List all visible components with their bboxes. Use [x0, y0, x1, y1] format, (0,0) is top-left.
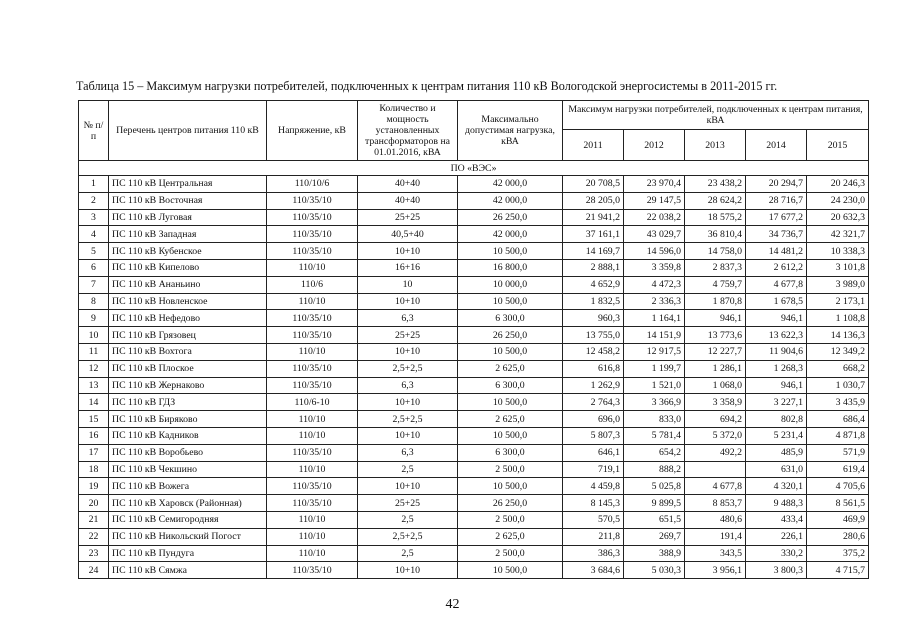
max-allowed-cell: 42 000,0	[458, 226, 563, 243]
max-allowed-cell: 10 500,0	[458, 394, 563, 411]
year-2014-cell: 11 904,6	[746, 343, 807, 360]
year-2012-cell: 22 038,2	[624, 209, 685, 226]
year-2013-cell: 1 286,1	[685, 360, 746, 377]
voltage-cell: 110/35/10	[267, 444, 358, 461]
table-row	[79, 377, 869, 394]
row-number-cell: 8	[79, 293, 109, 310]
year-2014-cell: 20 294,7	[746, 176, 807, 193]
max-allowed-cell: 10 500,0	[458, 478, 563, 495]
transformers-cell: 6,3	[358, 444, 458, 461]
year-2012-cell: 651,5	[624, 511, 685, 528]
year-2014-cell: 28 716,7	[746, 192, 807, 209]
row-number-cell: 14	[79, 394, 109, 411]
year-2011-cell: 719,1	[563, 461, 624, 478]
row-number-cell: 4	[79, 226, 109, 243]
year-2013-cell: 36 810,4	[685, 226, 746, 243]
substation-name-cell: ПС 110 кВ Харовск (Районная)	[109, 495, 267, 512]
substation-name-cell: ПС 110 кВ Нефедово	[109, 310, 267, 327]
substation-name-cell: ПС 110 кВ Плоское	[109, 360, 267, 377]
voltage-cell: 110/10	[267, 259, 358, 276]
transformers-cell: 10+10	[358, 478, 458, 495]
substation-name-cell: ПС 110 кВ Семигородняя	[109, 511, 267, 528]
max-allowed-cell: 10 000,0	[458, 276, 563, 293]
transformers-cell: 25+25	[358, 209, 458, 226]
substation-name-cell: ПС 110 кВ Кадников	[109, 427, 267, 444]
year-2015-cell: 42 321,7	[807, 226, 869, 243]
substation-name-cell: ПС 110 кВ Восточная	[109, 192, 267, 209]
row-number-cell: 21	[79, 511, 109, 528]
table-row	[79, 562, 869, 579]
year-2012-cell: 29 147,5	[624, 192, 685, 209]
table-row	[79, 276, 869, 293]
year-2013-cell: 343,5	[685, 545, 746, 562]
max-allowed-cell: 42 000,0	[458, 192, 563, 209]
voltage-cell: 110/35/10	[267, 192, 358, 209]
year-2011-cell: 21 941,2	[563, 209, 624, 226]
transformers-cell: 25+25	[358, 327, 458, 344]
year-2011-cell: 960,3	[563, 310, 624, 327]
year-2013-cell: 8 853,7	[685, 495, 746, 512]
table-row	[79, 243, 869, 260]
table-row	[79, 545, 869, 562]
row-number-cell: 7	[79, 276, 109, 293]
table-row	[79, 461, 869, 478]
year-2011-cell: 5 807,3	[563, 427, 624, 444]
table-row	[79, 360, 869, 377]
year-2015-cell: 1 030,7	[807, 377, 869, 394]
substation-name-cell: ПС 110 кВ Чекшино	[109, 461, 267, 478]
row-number-cell: 5	[79, 243, 109, 260]
table-row	[79, 209, 869, 226]
voltage-cell: 110/10	[267, 293, 358, 310]
transformers-cell: 10+10	[358, 343, 458, 360]
substation-name-cell: ПС 110 кВ ГДЗ	[109, 394, 267, 411]
year-2015-cell: 20 632,3	[807, 209, 869, 226]
transformers-cell: 2,5	[358, 545, 458, 562]
table-row	[79, 226, 869, 243]
year-2014-cell: 1 678,5	[746, 293, 807, 310]
row-number-cell: 20	[79, 495, 109, 512]
row-number-cell: 16	[79, 427, 109, 444]
transformers-cell: 10+10	[358, 562, 458, 579]
year-2011-cell: 646,1	[563, 444, 624, 461]
year-2015-cell: 4 715,7	[807, 562, 869, 579]
year-2012-cell: 1 521,0	[624, 377, 685, 394]
row-number-cell: 12	[79, 360, 109, 377]
max-allowed-cell: 6 300,0	[458, 310, 563, 327]
row-number-cell: 6	[79, 259, 109, 276]
year-2014-cell: 13 622,3	[746, 327, 807, 344]
header-year: 2012	[624, 130, 685, 161]
year-2011-cell: 386,3	[563, 545, 624, 562]
year-2013-cell: 1 870,8	[685, 293, 746, 310]
year-2014-cell: 2 612,2	[746, 259, 807, 276]
year-2013-cell: 492,2	[685, 444, 746, 461]
row-number-cell: 15	[79, 411, 109, 428]
max-allowed-cell: 10 500,0	[458, 562, 563, 579]
year-2012-cell: 14 151,9	[624, 327, 685, 344]
table-row	[79, 293, 869, 310]
year-2012-cell: 654,2	[624, 444, 685, 461]
table-caption: Таблица 15 – Максимум нагрузки потребителей, подключенных к центрам питания 110 кВ Вологодской энергосистемы в 2011-2015 гг.	[76, 79, 778, 93]
year-2014-cell: 330,2	[746, 545, 807, 562]
year-2011-cell: 570,5	[563, 511, 624, 528]
year-2011-cell: 1 832,5	[563, 293, 624, 310]
row-number-cell: 13	[79, 377, 109, 394]
substation-name-cell: ПС 110 кВ Воробьево	[109, 444, 267, 461]
transformers-cell: 10+10	[358, 243, 458, 260]
year-2014-cell: 17 677,2	[746, 209, 807, 226]
year-2013-cell: 480,6	[685, 511, 746, 528]
year-2013-cell: 13 773,6	[685, 327, 746, 344]
year-2012-cell: 269,7	[624, 528, 685, 545]
year-2015-cell: 1 108,8	[807, 310, 869, 327]
max-allowed-cell: 2 500,0	[458, 511, 563, 528]
year-2013-cell: 14 758,0	[685, 243, 746, 260]
transformers-cell: 10+10	[358, 394, 458, 411]
year-2011-cell: 37 161,1	[563, 226, 624, 243]
substation-name-cell: ПС 110 кВ Ананьино	[109, 276, 267, 293]
year-2012-cell: 14 596,0	[624, 243, 685, 260]
voltage-cell: 110/10	[267, 545, 358, 562]
year-2014-cell: 4 320,1	[746, 478, 807, 495]
year-2015-cell: 12 349,2	[807, 343, 869, 360]
year-2015-cell: 8 561,5	[807, 495, 869, 512]
transformers-cell: 10+10	[358, 293, 458, 310]
header-voltage: Напряжение, кВ	[267, 101, 358, 161]
year-2015-cell: 24 230,0	[807, 192, 869, 209]
row-number-cell: 2	[79, 192, 109, 209]
year-2012-cell: 388,9	[624, 545, 685, 562]
year-2012-cell: 1 164,1	[624, 310, 685, 327]
transformers-cell: 10	[358, 276, 458, 293]
year-2011-cell: 1 262,9	[563, 377, 624, 394]
transformers-cell: 10+10	[358, 427, 458, 444]
year-2012-cell: 2 336,3	[624, 293, 685, 310]
year-2015-cell: 3 989,0	[807, 276, 869, 293]
year-2012-cell: 5 781,4	[624, 427, 685, 444]
year-2012-cell: 1 199,7	[624, 360, 685, 377]
year-2014-cell: 9 488,3	[746, 495, 807, 512]
year-2014-cell: 3 227,1	[746, 394, 807, 411]
transformers-cell: 16+16	[358, 259, 458, 276]
year-2015-cell: 280,6	[807, 528, 869, 545]
substation-name-cell: ПС 110 кВ Новленское	[109, 293, 267, 310]
year-2013-cell: 5 372,0	[685, 427, 746, 444]
voltage-cell: 110/10	[267, 511, 358, 528]
max-allowed-cell: 26 250,0	[458, 495, 563, 512]
table-row	[79, 511, 869, 528]
year-2015-cell: 469,9	[807, 511, 869, 528]
max-allowed-cell: 10 500,0	[458, 343, 563, 360]
year-2015-cell: 4 871,8	[807, 427, 869, 444]
transformers-cell: 2,5+2,5	[358, 411, 458, 428]
voltage-cell: 110/35/10	[267, 243, 358, 260]
substation-name-cell: ПС 110 кВ Кипелово	[109, 259, 267, 276]
year-2015-cell: 668,2	[807, 360, 869, 377]
max-allowed-cell: 2 625,0	[458, 360, 563, 377]
transformers-cell: 6,3	[358, 377, 458, 394]
year-2011-cell: 211,8	[563, 528, 624, 545]
table-row	[79, 427, 869, 444]
header-num: № п/п	[79, 101, 109, 161]
year-2012-cell: 5 030,3	[624, 562, 685, 579]
substation-name-cell: ПС 110 кВ Центральная	[109, 176, 267, 193]
year-2013-cell: 3 956,1	[685, 562, 746, 579]
year-2014-cell: 946,1	[746, 310, 807, 327]
year-2012-cell: 5 025,8	[624, 478, 685, 495]
table-row	[79, 327, 869, 344]
section-label: ПО «ВЭС»	[79, 161, 869, 176]
year-2015-cell: 375,2	[807, 545, 869, 562]
header-max-load-group: Максимум нагрузки потребителей, подключенных к центрам питания, кВА	[563, 101, 869, 130]
year-2014-cell: 14 481,2	[746, 243, 807, 260]
year-2011-cell: 2 888,1	[563, 259, 624, 276]
substation-name-cell: ПС 110 кВ Жернаково	[109, 377, 267, 394]
year-2015-cell: 619,4	[807, 461, 869, 478]
substation-name-cell: ПС 110 кВ Западная	[109, 226, 267, 243]
transformers-cell: 40+40	[358, 192, 458, 209]
year-2011-cell: 13 755,0	[563, 327, 624, 344]
max-allowed-cell: 2 625,0	[458, 411, 563, 428]
year-2012-cell: 43 029,7	[624, 226, 685, 243]
header-max-allowed: Максимально допустимая нагрузка, кВА	[458, 101, 563, 161]
voltage-cell: 110/35/10	[267, 495, 358, 512]
voltage-cell: 110/6-10	[267, 394, 358, 411]
max-allowed-cell: 6 300,0	[458, 377, 563, 394]
row-number-cell: 3	[79, 209, 109, 226]
year-2013-cell: 18 575,2	[685, 209, 746, 226]
year-2012-cell: 3 359,8	[624, 259, 685, 276]
max-allowed-cell: 26 250,0	[458, 209, 563, 226]
year-2011-cell: 8 145,3	[563, 495, 624, 512]
row-number-cell: 17	[79, 444, 109, 461]
year-2013-cell: 4 677,8	[685, 478, 746, 495]
voltage-cell: 110/10	[267, 411, 358, 428]
max-allowed-cell: 16 800,0	[458, 259, 563, 276]
max-allowed-cell: 2 625,0	[458, 528, 563, 545]
table-row	[79, 176, 869, 193]
year-2015-cell: 571,9	[807, 444, 869, 461]
year-2013-cell: 23 438,2	[685, 176, 746, 193]
voltage-cell: 110/10	[267, 427, 358, 444]
year-2013-cell	[685, 461, 746, 478]
row-number-cell: 19	[79, 478, 109, 495]
year-2011-cell: 14 169,7	[563, 243, 624, 260]
substation-name-cell: ПС 110 кВ Никольский Погост	[109, 528, 267, 545]
voltage-cell: 110/10	[267, 461, 358, 478]
year-2013-cell: 1 068,0	[685, 377, 746, 394]
table-row	[79, 411, 869, 428]
transformers-cell: 2,5+2,5	[358, 360, 458, 377]
substation-load-table	[78, 100, 869, 579]
voltage-cell: 110/35/10	[267, 377, 358, 394]
header-year: 2011	[563, 130, 624, 161]
year-2014-cell: 485,9	[746, 444, 807, 461]
year-2015-cell: 2 173,1	[807, 293, 869, 310]
year-2011-cell: 696,0	[563, 411, 624, 428]
voltage-cell: 110/35/10	[267, 310, 358, 327]
table-row	[79, 343, 869, 360]
year-2015-cell: 10 338,3	[807, 243, 869, 260]
year-2011-cell: 4 459,8	[563, 478, 624, 495]
year-2012-cell: 23 970,4	[624, 176, 685, 193]
year-2015-cell: 3 435,9	[807, 394, 869, 411]
transformers-cell: 25+25	[358, 495, 458, 512]
header-name: Перечень центров питания 110 кВ	[109, 101, 267, 161]
max-allowed-cell: 2 500,0	[458, 461, 563, 478]
row-number-cell: 9	[79, 310, 109, 327]
voltage-cell: 110/35/10	[267, 327, 358, 344]
table-row	[79, 259, 869, 276]
substation-name-cell: ПС 110 кВ Грязовец	[109, 327, 267, 344]
substation-name-cell: ПС 110 кВ Кубенское	[109, 243, 267, 260]
year-2011-cell: 4 652,9	[563, 276, 624, 293]
year-2013-cell: 28 624,2	[685, 192, 746, 209]
year-2011-cell: 2 764,3	[563, 394, 624, 411]
max-allowed-cell: 2 500,0	[458, 545, 563, 562]
year-2014-cell: 3 800,3	[746, 562, 807, 579]
table-row	[79, 444, 869, 461]
year-2013-cell: 4 759,7	[685, 276, 746, 293]
year-2014-cell: 946,1	[746, 377, 807, 394]
year-2013-cell: 694,2	[685, 411, 746, 428]
max-allowed-cell: 26 250,0	[458, 327, 563, 344]
row-number-cell: 23	[79, 545, 109, 562]
year-2012-cell: 4 472,3	[624, 276, 685, 293]
table-row	[79, 495, 869, 512]
max-allowed-cell: 10 500,0	[458, 427, 563, 444]
max-allowed-cell: 6 300,0	[458, 444, 563, 461]
year-2011-cell: 20 708,5	[563, 176, 624, 193]
transformers-cell: 2,5	[358, 511, 458, 528]
table-row	[79, 192, 869, 209]
voltage-cell: 110/10	[267, 528, 358, 545]
substation-name-cell: ПС 110 кВ Сямжа	[109, 562, 267, 579]
transformers-cell: 40,5+40	[358, 226, 458, 243]
year-2015-cell: 686,4	[807, 411, 869, 428]
year-2015-cell: 20 246,3	[807, 176, 869, 193]
year-2014-cell: 5 231,4	[746, 427, 807, 444]
year-2011-cell: 616,8	[563, 360, 624, 377]
voltage-cell: 110/10/6	[267, 176, 358, 193]
page-number: 42	[445, 597, 460, 612]
year-2015-cell: 14 136,3	[807, 327, 869, 344]
transformers-cell: 40+40	[358, 176, 458, 193]
year-2011-cell: 12 458,2	[563, 343, 624, 360]
voltage-cell: 110/10	[267, 343, 358, 360]
header-transformers: Количество и мощность установленных трансформаторов на 01.01.2016, кВА	[358, 101, 458, 161]
voltage-cell: 110/35/10	[267, 562, 358, 579]
year-2013-cell: 2 837,3	[685, 259, 746, 276]
voltage-cell: 110/35/10	[267, 478, 358, 495]
year-2011-cell: 3 684,6	[563, 562, 624, 579]
year-2014-cell: 4 677,8	[746, 276, 807, 293]
year-2015-cell: 4 705,6	[807, 478, 869, 495]
row-number-cell: 1	[79, 176, 109, 193]
year-2011-cell: 28 205,0	[563, 192, 624, 209]
table-row	[79, 478, 869, 495]
substation-name-cell: ПС 110 кВ Вохтога	[109, 343, 267, 360]
year-2014-cell: 1 268,3	[746, 360, 807, 377]
header-year: 2015	[807, 130, 869, 161]
year-2014-cell: 226,1	[746, 528, 807, 545]
transformers-cell: 2,5+2,5	[358, 528, 458, 545]
max-allowed-cell: 10 500,0	[458, 243, 563, 260]
row-number-cell: 18	[79, 461, 109, 478]
substation-name-cell: ПС 110 кВ Пундуга	[109, 545, 267, 562]
row-number-cell: 22	[79, 528, 109, 545]
substation-name-cell: ПС 110 кВ Вожега	[109, 478, 267, 495]
year-2014-cell: 34 736,7	[746, 226, 807, 243]
year-2013-cell: 12 227,7	[685, 343, 746, 360]
year-2014-cell: 802,8	[746, 411, 807, 428]
substation-name-cell: ПС 110 кВ Луговая	[109, 209, 267, 226]
transformers-cell: 2,5	[358, 461, 458, 478]
transformers-cell: 6,3	[358, 310, 458, 327]
year-2013-cell: 191,4	[685, 528, 746, 545]
table-row	[79, 310, 869, 327]
year-2012-cell: 12 917,5	[624, 343, 685, 360]
year-2012-cell: 3 366,9	[624, 394, 685, 411]
year-2012-cell: 833,0	[624, 411, 685, 428]
year-2013-cell: 3 358,9	[685, 394, 746, 411]
voltage-cell: 110/6	[267, 276, 358, 293]
year-2014-cell: 631,0	[746, 461, 807, 478]
row-number-cell: 24	[79, 562, 109, 579]
header-year: 2013	[685, 130, 746, 161]
year-2014-cell: 433,4	[746, 511, 807, 528]
voltage-cell: 110/35/10	[267, 360, 358, 377]
voltage-cell: 110/35/10	[267, 226, 358, 243]
max-allowed-cell: 42 000,0	[458, 176, 563, 193]
year-2013-cell: 946,1	[685, 310, 746, 327]
max-allowed-cell: 10 500,0	[458, 293, 563, 310]
table-row	[79, 394, 869, 411]
header-year: 2014	[746, 130, 807, 161]
year-2012-cell: 888,2	[624, 461, 685, 478]
row-number-cell: 10	[79, 327, 109, 344]
year-2015-cell: 3 101,8	[807, 259, 869, 276]
row-number-cell: 11	[79, 343, 109, 360]
year-2012-cell: 9 899,5	[624, 495, 685, 512]
substation-name-cell: ПС 110 кВ Биряково	[109, 411, 267, 428]
voltage-cell: 110/35/10	[267, 209, 358, 226]
table-row	[79, 528, 869, 545]
